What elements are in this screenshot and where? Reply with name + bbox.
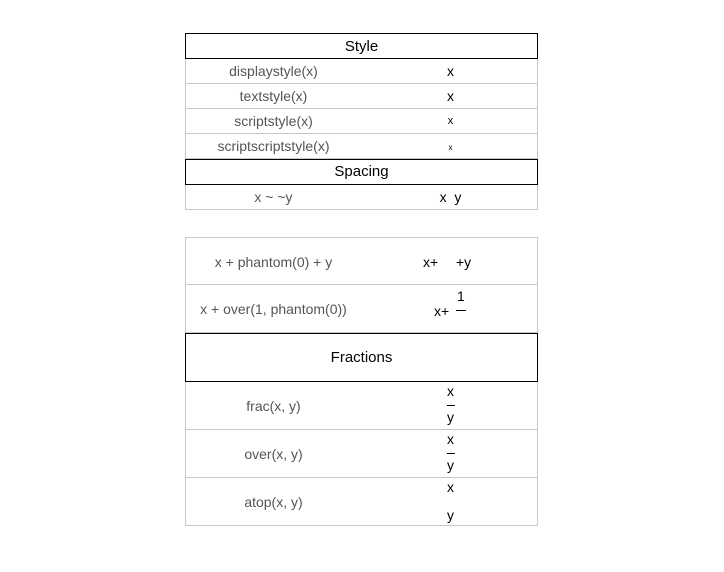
row-label: atop(x, y) [244, 494, 303, 510]
table-row [185, 134, 538, 159]
phantom-fractions-table [185, 237, 538, 526]
fractions-header-label: Fractions [330, 349, 393, 366]
row-value: x y [439, 189, 462, 205]
row-label: scriptscriptstyle(x) [217, 138, 330, 154]
fraction-bar [447, 405, 455, 406]
row-label: textstyle(x) [239, 88, 308, 104]
table-row [185, 285, 538, 333]
row-label: scriptstyle(x) [234, 113, 313, 129]
row-label: x ~ ~y [254, 189, 293, 205]
row-label: x + over(1, phantom(0)) [200, 301, 347, 317]
row-label: over(x, y) [244, 446, 303, 462]
table-row [185, 84, 538, 109]
table-row [185, 478, 538, 526]
fraction-denominator: y [447, 507, 454, 523]
row-value-right: +y [456, 254, 472, 270]
row-value: x [447, 63, 454, 79]
style-header [185, 33, 538, 59]
row-label: displaystyle(x) [229, 63, 318, 79]
row-label: x + phantom(0) + y [214, 254, 333, 270]
row-value-prefix: x+ [434, 303, 450, 319]
fraction-numerator: x [447, 383, 454, 399]
table-row [185, 382, 538, 430]
fraction-numerator: 1 [457, 288, 465, 304]
row-value: x [447, 88, 454, 104]
row-value: x [448, 143, 453, 152]
fraction [362, 382, 539, 429]
fraction-numerator: x [447, 479, 454, 495]
table-row [185, 430, 538, 478]
row-value: x [447, 115, 454, 127]
table-row [185, 237, 538, 285]
fraction-bar [456, 310, 466, 311]
fraction-denominator: y [447, 409, 454, 425]
fractions-header [185, 333, 538, 382]
spacing-header-label: Spacing [334, 163, 389, 180]
style-header-label: Style [344, 38, 379, 55]
table-row [185, 109, 538, 134]
fraction-bar [447, 453, 455, 454]
fraction [362, 430, 539, 477]
row-value-left: x+ [423, 254, 439, 270]
fraction-denominator: y [447, 457, 454, 473]
atop-fraction [362, 478, 539, 525]
spacing-header [185, 159, 538, 185]
fraction-numerator: x [447, 431, 454, 447]
row-label: frac(x, y) [246, 398, 301, 414]
table-row [185, 185, 538, 210]
style-spacing-table [185, 33, 538, 210]
table-row [185, 59, 538, 84]
